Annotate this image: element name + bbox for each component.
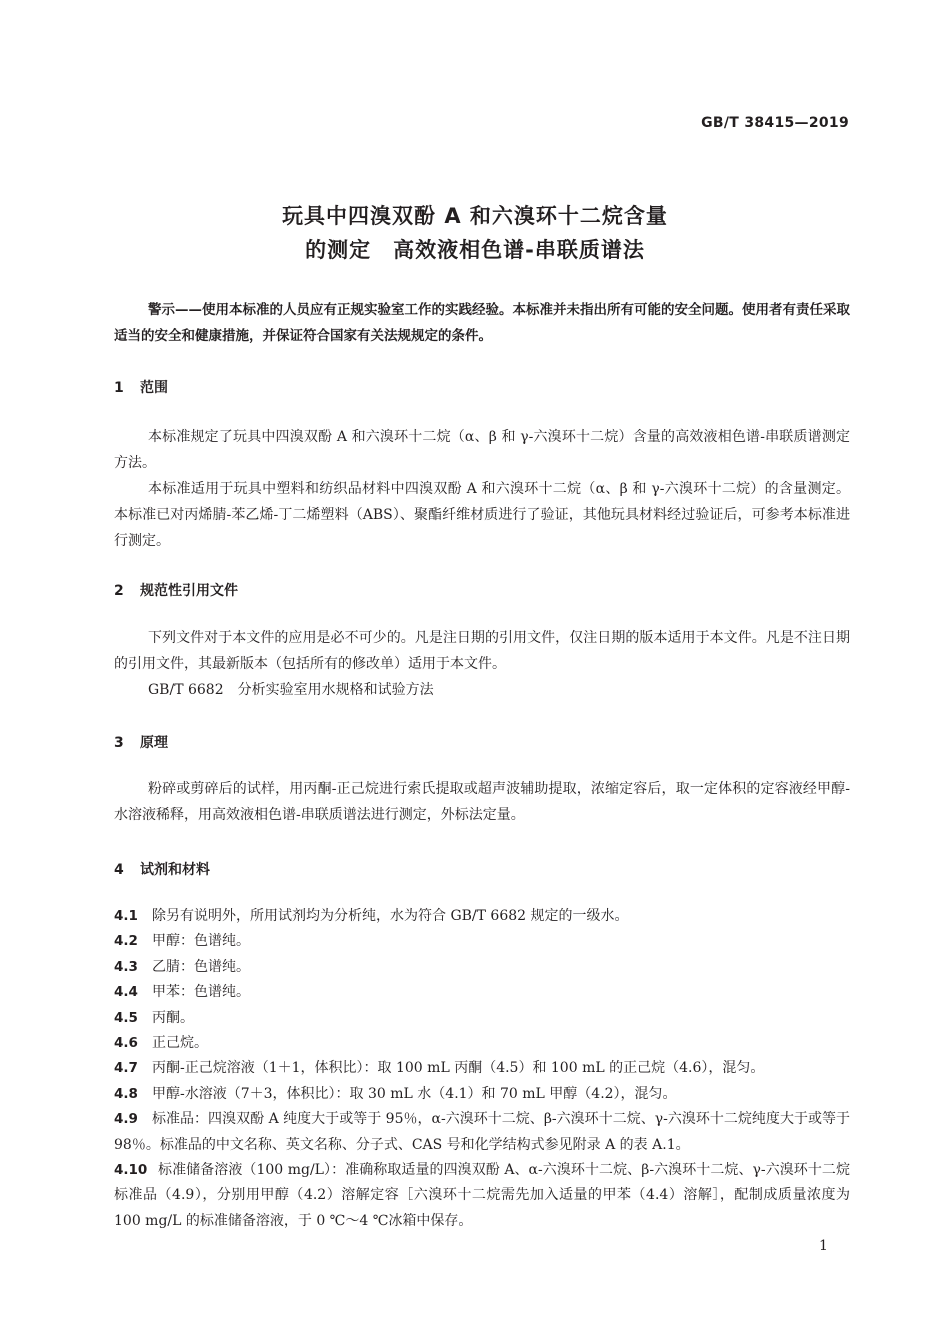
- item-text: 除另有说明外，所用试剂均为分析纯，水为符合 GB/T 6682 规定的一级水。: [152, 908, 629, 924]
- section-number: 2: [114, 583, 124, 599]
- section-3-body: [114, 776, 850, 828]
- item-number: 4.5: [114, 1009, 138, 1026]
- section-number: 4: [114, 862, 124, 878]
- list-item: [114, 929, 850, 954]
- document-title-line-2: 的测定 高效液相色谱-串联质谱法: [305, 238, 645, 262]
- warning-text: 警示——使用本标准的人员应有正规实验室工作的实践经验。本标准并未指出所有可能的安全问题。使用者有责任采取适当的安全和健康措施，并保证符合国家有关法规规定的条件。: [114, 302, 850, 344]
- list-item: [114, 1056, 850, 1081]
- section-title: 试剂和材料: [140, 862, 210, 878]
- document-title-line-1: 玩具中四溴双酚 A 和六溴环十二烷含量: [282, 204, 668, 228]
- item-number: 4.4: [114, 984, 138, 1001]
- item-number: 4.7: [114, 1060, 138, 1077]
- item-number: 4.6: [114, 1035, 138, 1052]
- reagents-list: [114, 904, 850, 1234]
- list-item: [114, 904, 850, 929]
- section-title: 规范性引用文件: [140, 583, 238, 599]
- item-text: 甲醇-水溶液（7＋3，体积比）：取 30 mL 水（4.1）和 70 mL 甲醇（4.2），混匀。: [152, 1085, 677, 1102]
- paragraph: 粉碎或剪碎后的试样，用丙酮-正己烷进行索氏提取或超声波辅助提取，浓缩定容后，取一定体积的定容液经甲醇-水溶液稀释，用高效液相色谱-串联质谱法进行测定，外标法定量。: [114, 781, 850, 823]
- section-4-heading: [114, 859, 210, 879]
- item-number: 4.9: [114, 1111, 138, 1128]
- item-text: 丙酮-正己烷溶液（1＋1，体积比）：取 100 mL 丙酮（4.5）和 100 mL 的正己烷（4.6），混匀。: [152, 1060, 765, 1077]
- section-title: 原理: [140, 735, 168, 751]
- item-number: 4.8: [114, 1085, 138, 1102]
- section-number: 3: [114, 735, 124, 751]
- section-1-body: [114, 424, 850, 554]
- item-number: 4.1: [114, 908, 138, 924]
- item-text: 正己烷。: [152, 1035, 208, 1052]
- normative-reference: GB/T 6682 分析实验室用水规格和试验方法: [148, 682, 434, 698]
- item-text: 甲醇：色谱纯。: [152, 933, 250, 950]
- list-item: [114, 1082, 850, 1107]
- paragraph: 本标准适用于玩具中塑料和纺织品材料中四溴双酚 A 和六溴环十二烷（α、β 和 γ-六溴环十二烷）的含量测定。本标准已对丙烯腈-苯乙烯-丁二烯塑料（ABS）、聚酯纤维材质进行了验证，其他玩具材料经过验证后，可参考本标准进行测定。: [114, 481, 850, 549]
- section-number: 1: [114, 380, 124, 396]
- item-number: 4.2: [114, 933, 138, 950]
- section-1-heading: [114, 377, 168, 397]
- paragraph: 下列文件对于本文件的应用是必不可少的。凡是注日期的引用文件，仅注日期的版本适用于本文件。凡是不注日期的引用文件，其最新版本（包括所有的修改单）适用于本文件。: [114, 630, 850, 672]
- section-2-body: [114, 625, 850, 703]
- item-number: 4.3: [114, 958, 138, 975]
- list-item: [114, 980, 850, 1005]
- item-text: 甲苯：色谱纯。: [152, 984, 250, 1001]
- item-text: 标准品：四溴双酚 A 纯度大于或等于 95％，α-六溴环十二烷、β-六溴环十二烷、γ-六溴环十二烷纯度大于或等于 98％。标准品的中文名称、英文名称、分子式、CAS 号和化学结构式参见附录 A 的表 A.1。: [114, 1111, 850, 1153]
- item-number: 4.10: [114, 1162, 148, 1179]
- section-3-heading: [114, 732, 168, 752]
- safety-warning: [114, 297, 850, 349]
- item-text: 丙酮。: [152, 1009, 194, 1026]
- list-item: [114, 1158, 850, 1234]
- list-item: [114, 1006, 850, 1031]
- section-2-heading: [114, 580, 238, 600]
- item-text: 标准储备溶液（100 mg/L）：准确称取适量的四溴双酚 A、α-六溴环十二烷、β-六溴环十二烷、γ-六溴环十二烷标准品（4.9），分别用甲醇（4.2）溶解定容［六溴环十二烷需先加入适量的甲苯（4.4）溶解］，配制成质量浓度为 100 mg/L 的标准储备溶液，于 0 ℃～4 ℃冰箱中保存。: [114, 1162, 850, 1229]
- section-title: 范围: [140, 380, 168, 396]
- paragraph: 本标准规定了玩具中四溴双酚 A 和六溴环十二烷（α、β 和 γ-六溴环十二烷）含量的高效液相色谱-串联质谱测定方法。: [114, 429, 850, 471]
- standard-code: GB/T 38415—2019: [701, 115, 849, 131]
- list-item: [114, 1107, 850, 1158]
- list-item: [114, 955, 850, 980]
- list-item: [114, 1031, 850, 1056]
- item-text: 乙腈：色谱纯。: [152, 958, 250, 975]
- page-number: 1: [819, 1238, 828, 1254]
